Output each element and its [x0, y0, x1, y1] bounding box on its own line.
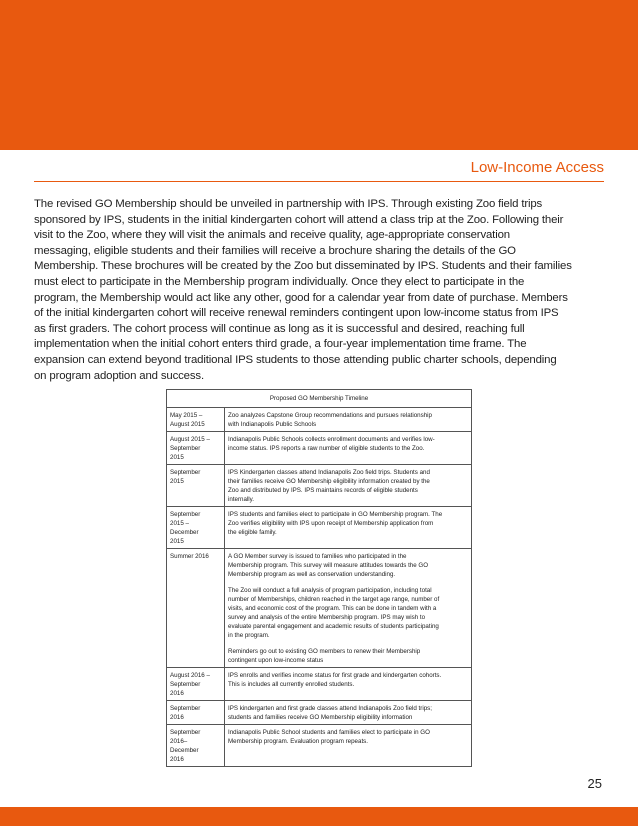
timeline-description-cell — [225, 668, 472, 701]
paragraph-gap — [228, 640, 468, 647]
timeline-date-cell — [167, 432, 225, 465]
timeline-description-line: IPS Kindergarten classes attend Indianapolis Zoo field trips. Students and — [228, 468, 430, 476]
timeline-description-line: number of Memberships, children reached in the target age range, number of — [228, 595, 440, 603]
timeline-description-line: Zoo analyzes Capstone Group recommendations and pursues relationship — [228, 411, 432, 419]
timeline-date-line: September — [170, 680, 201, 688]
body-line: sponsored by IPS, students in the initial kindergarten cohort will attend a class trip at the Zoo. Following their — [34, 213, 564, 226]
title-divider — [34, 181, 604, 182]
timeline-description-line: Membership program. Evaluation program repeats. — [228, 737, 368, 745]
section-title: Low-Income Access — [470, 159, 604, 176]
timeline-date-line: 2015 – — [170, 519, 189, 527]
timeline-date-line: September — [170, 468, 201, 476]
body-paragraph — [34, 197, 606, 384]
timeline-description-line: Membership program. This survey will measure attitudes towards the GO — [228, 561, 429, 569]
timeline-description-line: in the program. — [228, 631, 270, 639]
timeline-date-line: 2015 — [170, 537, 184, 545]
timeline-description-cell — [225, 549, 472, 668]
body-line: visit to the Zoo, where they will visit the animals and receive quality, age-appropriate conservation — [34, 229, 510, 242]
table-row — [167, 465, 472, 507]
timeline-description-line: contingent upon low-income status — [228, 656, 324, 664]
timeline-description-line: A GO Member survey is issued to families who participated in the — [228, 552, 407, 560]
timeline-date-line: Summer 2016 — [170, 552, 209, 560]
timeline-date-line: September — [170, 704, 201, 712]
timeline-date-line: August 2016 – — [170, 671, 210, 679]
timeline-date-cell — [167, 701, 225, 725]
paragraph-gap — [228, 579, 468, 586]
timeline-date-cell — [167, 725, 225, 767]
timeline-description-line: their families receive GO Membership eligibility information created by the — [228, 477, 430, 485]
timeline-table — [166, 389, 472, 767]
timeline-description-line: internally. — [228, 495, 255, 503]
timeline-description-cell — [225, 432, 472, 465]
timeline-description-cell — [225, 408, 472, 432]
timeline-date-line: 2016 — [170, 755, 184, 763]
timeline-description-line: IPS students and families elect to participate in GO Membership program. The — [228, 510, 443, 518]
timeline-date-line: August 2015 – — [170, 435, 210, 443]
table-row — [167, 408, 472, 432]
table-row — [167, 725, 472, 767]
body-line: implementation when the initial cohort enters third grade, a four-year implementation time frame. The — [34, 338, 527, 351]
timeline-description-line: Zoo verifies eligibility with IPS upon receipt of Membership application from — [228, 519, 434, 527]
timeline-date-line: 2016– — [170, 737, 188, 745]
body-line: must elect to participate in the Membership program individually. Once they elect to participate in the — [34, 275, 525, 288]
timeline-date-line: September — [170, 510, 201, 518]
timeline-description-line: Reminders go out to existing GO members to renew their Membership — [228, 647, 421, 655]
footer-banner — [0, 807, 638, 826]
timeline-description-line: Indianapolis Public School students and families elect to participate in GO — [228, 728, 430, 736]
body-line: of the initial kindergarten cohort will receive renewal reminders contingent upon low-income status from IPS — [34, 307, 559, 320]
body-line: program, the Membership would act like any other, good for a calendar year from date of purchase. Members — [34, 291, 568, 304]
timeline-table-title: Proposed GO Membership Timeline — [167, 390, 472, 408]
timeline-description-line: IPS kindergarten and first grade classes attend Indianapolis Zoo field trips; — [228, 704, 432, 712]
timeline-date-line: 2015 — [170, 477, 184, 485]
body-line: expansion can extend beyond traditional IPS students to those attending public charter schools, depending — [34, 353, 557, 366]
body-line: messaging, eligible students and their families will receive a brochure sharing the details of the GO — [34, 244, 516, 257]
timeline-date-cell — [167, 507, 225, 549]
timeline-date-cell — [167, 465, 225, 507]
timeline-description-line: evaluate parental engagement and academic results of students participating — [228, 622, 439, 630]
timeline-date-cell — [167, 668, 225, 701]
timeline-description-line: survey and analysis of the entire Membership program. IPS may wish to — [228, 613, 426, 621]
timeline-description-cell — [225, 725, 472, 767]
timeline-description-line: This is includes all currently enrolled students. — [228, 680, 355, 688]
timeline-date-cell — [167, 549, 225, 668]
timeline-date-line: May 2015 – — [170, 411, 203, 419]
timeline-description-line: The Zoo will conduct a full analysis of program participation, including total — [228, 586, 432, 594]
table-row — [167, 507, 472, 549]
timeline-description-line: visits, and economic cost of the program. This can be done in tandem with a — [228, 604, 437, 612]
timeline-description-cell — [225, 507, 472, 549]
timeline-description-cell — [225, 465, 472, 507]
timeline-date-cell — [167, 408, 225, 432]
table-row — [167, 668, 472, 701]
table-row — [167, 549, 472, 668]
page-number: 25 — [587, 776, 602, 791]
timeline-description-line: Indianapolis Public Schools collects enrollment documents and verifies low- — [228, 435, 435, 443]
timeline-date-line: 2016 — [170, 713, 184, 721]
timeline-description-line: the eligible family. — [228, 528, 277, 536]
timeline-description-line: IPS enrolls and verifies income status for first grade and kindergarten cohorts. — [228, 671, 442, 679]
timeline-date-line: 2016 — [170, 689, 184, 697]
timeline-description-cell — [225, 701, 472, 725]
body-line: The revised GO Membership should be unveiled in partnership with IPS. Through existing Zoo field trips — [34, 198, 543, 210]
body-line: Membership. These brochures will be created by the Zoo but disseminated by IPS. Students and their families — [34, 260, 572, 273]
body-line: as first graders. The cohort process will continue as long as it is successful and desired, reaching full — [34, 322, 525, 335]
table-row — [167, 701, 472, 725]
timeline-date-line: December — [170, 528, 199, 536]
timeline-description-line: Membership program as well as conservation understanding. — [228, 570, 396, 578]
timeline-date-line: September — [170, 728, 201, 736]
table-row — [167, 432, 472, 465]
timeline-date-line: August 2015 — [170, 420, 205, 428]
timeline-description-line: with Indianapolis Public Schools — [228, 420, 317, 428]
timeline-date-line: 2015 — [170, 453, 184, 461]
header-banner — [0, 0, 638, 150]
timeline-description-line: students and families receive GO Membership eligibility information — [228, 713, 413, 721]
timeline-date-line: December — [170, 746, 199, 754]
timeline-description-line: income status. IPS reports a raw number of eligible students to the Zoo. — [228, 444, 425, 452]
body-line: on program adoption and success. — [34, 369, 204, 382]
timeline-description-line: Zoo and distributed by IPS. IPS maintains records of eligible students — [228, 486, 418, 494]
timeline-date-line: September — [170, 444, 201, 452]
